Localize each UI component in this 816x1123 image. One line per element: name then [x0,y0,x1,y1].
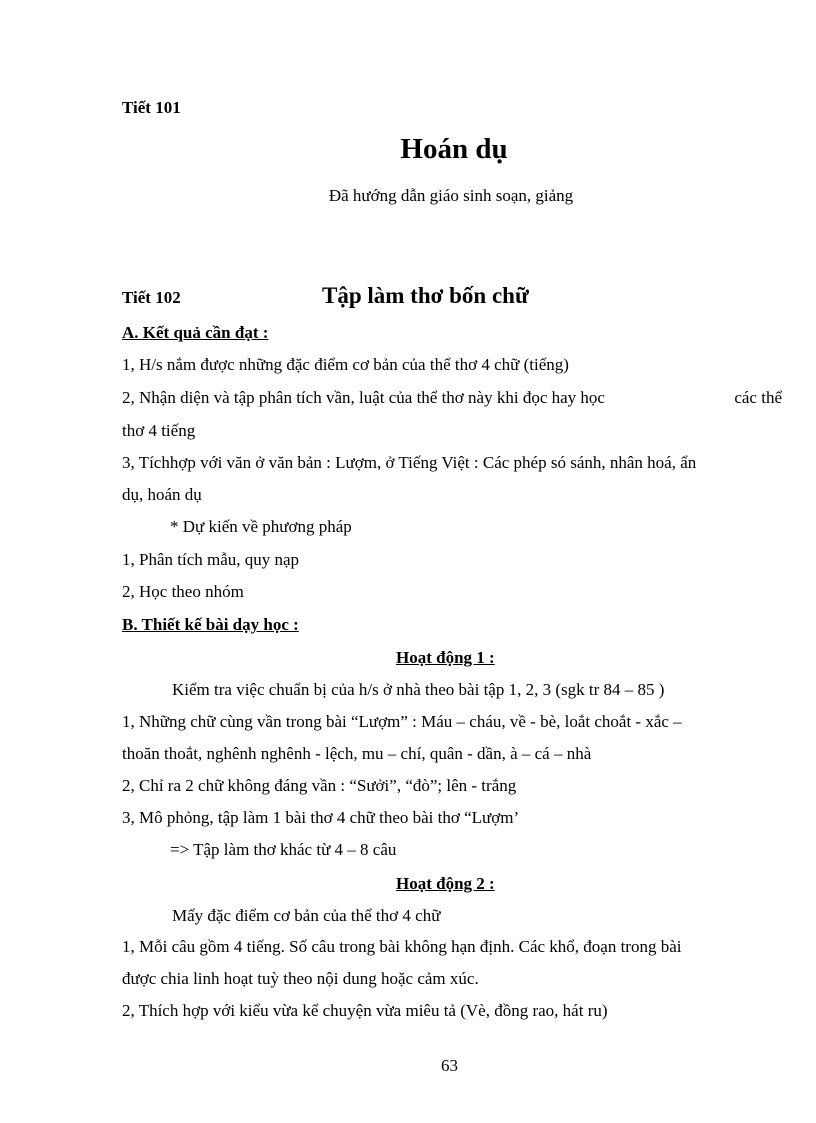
page-number: 63 [441,1056,458,1075]
activity-1-intro: Kiểm tra việc chuẩn bị của h/s ở nhà theo bài tập 1, 2, 3 (sgk tr 84 – 85 ) [172,680,665,699]
section-a-item-2-continuation: thơ 4 tiếng [122,421,196,440]
section-a-item-2-line [122,388,782,408]
lesson-101-note: Đã hướng dẫn giáo sinh soạn, giảng [328,186,574,205]
method-item-1: 1, Phân tích mẫu, quy nạp [122,550,300,569]
activity-2-item-2: 2, Thích hợp với kiểu vừa kể chuyện vừa miêu tả (Vè, đồng rao, hát ru) [122,1001,608,1020]
activity-2-intro: Mấy đặc điểm cơ bản của thể thơ 4 chữ [172,906,441,925]
section-a-item-3: 3, Tíchhợp với văn ở văn bản : Lượm, ở Tiếng Việt : Các phép só sánh, nhân hoá, ẩn [122,453,697,472]
activity-1-heading: Hoạt động 1 : [396,648,495,667]
activity-1-item-3: 3, Mô phỏng, tập làm 1 bài thơ 4 chữ theo bài thơ “Lượm’ [122,808,520,827]
lesson-101-label: Tiết 101 [122,98,181,117]
activity-1-item-3-note: => Tập làm thơ khác từ 4 – 8 câu [170,840,397,859]
activity-2-item-1: 1, Mỗi câu gồm 4 tiếng. Số câu trong bài không hạn định. Các khổ, đoạn trong bài [122,937,682,956]
section-a-item-2-part-2: các thể [734,388,782,407]
activity-2-heading: Hoạt động 2 : [396,874,495,893]
activity-1-item-2: 2, Chỉ ra 2 chữ không đáng vần : “Sưởi”, “đò”; lên - trắng [122,776,517,795]
section-b-heading: B. Thiết kế bài dạy học : [122,615,299,634]
section-a-item-2-part-1: 2, Nhận diện và tập phân tích vần, luật của thể thơ này khi đọc hay học [122,388,605,407]
method-heading: * Dự kiến về phương pháp [170,517,352,536]
lesson-102-title: Tập làm thơ bốn chữ [322,283,529,308]
activity-1-item-1-continuation: thoăn thoắt, nghênh nghênh - lệch, mu – chí, quân - dần, à – cá – nhà [122,744,592,763]
section-a-item-1: 1, H/s nắm được những đặc điểm cơ bản của thể thơ 4 chữ (tiếng) [122,355,569,374]
lesson-101-title: Hoán dụ [400,133,508,165]
lesson-102-label: Tiết 102 [122,288,181,307]
method-item-2: 2, Học theo nhóm [122,582,244,601]
section-a-item-3-continuation: dụ, hoán dụ [122,485,202,504]
section-a-heading: A. Kết quả cần đạt : [122,323,269,342]
activity-1-item-1: 1, Những chữ cùng vần trong bài “Lượm” : Máu – cháu, về - bè, loắt choắt - xắc – [122,712,682,731]
activity-2-item-1-continuation: được chia linh hoạt tuỳ theo nội dung hoặc cảm xúc. [122,969,479,988]
